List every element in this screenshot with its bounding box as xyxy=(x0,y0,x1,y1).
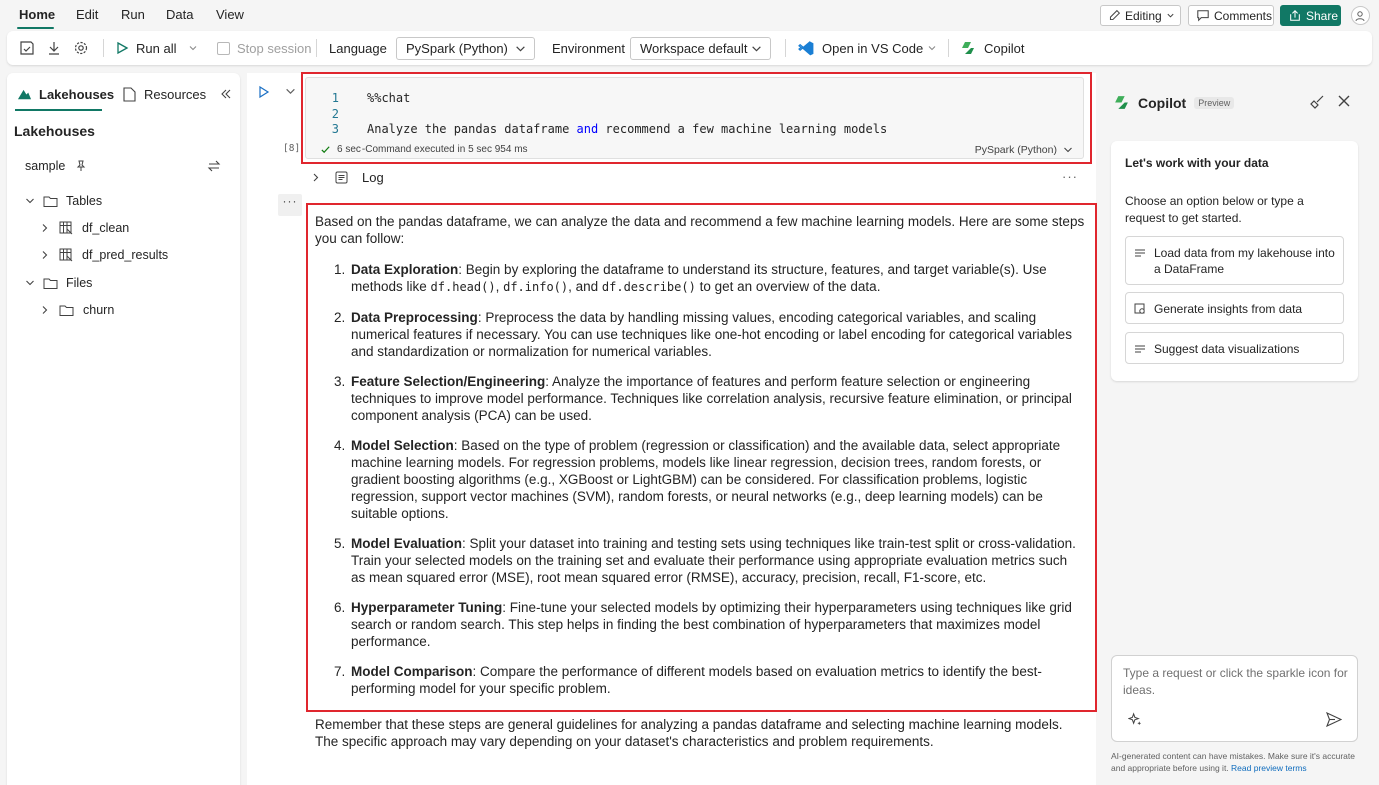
table-icon xyxy=(59,248,73,262)
step-text: : Split your dataset into training and testing sets using techniques like train-test split or cross-validation. Train your selected models on the training set and evaluate their performance using appropriate evaluation metrics such as mean squared error (MSE), root mean squared error (RMSE), accuracy, precision, recall, F1-score, etc. xyxy=(351,536,1076,585)
step-title: Feature Selection/Engineering xyxy=(351,374,546,389)
tab-resources-label: Resources xyxy=(144,87,207,102)
toolbar-divider xyxy=(948,39,949,57)
step-item xyxy=(349,373,1085,424)
chevron-right-icon xyxy=(40,223,50,233)
editing-label: Editing xyxy=(1125,8,1162,23)
notebook-area xyxy=(247,73,1096,785)
code-text: recommend a few machine learning models xyxy=(598,122,888,136)
send-icon[interactable] xyxy=(1326,712,1342,727)
suggestion-label: Suggest data visualizations xyxy=(1154,342,1300,356)
folder-icon xyxy=(43,277,58,289)
inline-code: df.describe() xyxy=(601,280,696,294)
collapse-pane-icon[interactable] xyxy=(220,88,232,100)
chevron-down-icon xyxy=(515,43,526,54)
execution-count: [8] xyxy=(283,143,301,154)
lakehouses-heading: Lakehouses xyxy=(14,123,95,139)
stop-session-button[interactable] xyxy=(217,31,311,65)
log-label: Log xyxy=(362,170,384,185)
step-text: , xyxy=(495,279,504,294)
run-all-chevron-icon[interactable] xyxy=(188,31,198,65)
document-icon xyxy=(123,87,136,102)
cell-language: PySpark (Python) xyxy=(974,144,1057,156)
menu-active-indicator xyxy=(17,27,54,29)
environment-dropdown[interactable] xyxy=(630,37,771,60)
chevron-down-icon xyxy=(1063,145,1073,155)
sparkle-icon[interactable] xyxy=(1128,712,1143,727)
copilot-icon xyxy=(1113,94,1130,111)
suggestion-load-data[interactable] xyxy=(1125,236,1344,285)
menu-run[interactable]: Run xyxy=(121,7,145,22)
inline-code: df.info() xyxy=(503,280,569,294)
lakehouse-name: sample xyxy=(25,159,66,173)
step-item xyxy=(349,663,1085,697)
step-text: : Begin by exploring the dataframe to understand its structure, features, and target variable(s). Use methods like xyxy=(351,262,1047,294)
toolbar-divider xyxy=(316,39,317,57)
lakehouse-explorer xyxy=(7,73,240,785)
switch-arrows-icon[interactable] xyxy=(207,160,221,172)
share-label: Share xyxy=(1306,8,1339,23)
line-number: 1 xyxy=(331,91,339,105)
copilot-header xyxy=(1113,94,1234,111)
play-icon xyxy=(115,41,129,55)
output-intro: Based on the pandas dataframe, we can analyze the data and recommend a few machine learning models. Here are some steps you can follow: xyxy=(315,214,1085,246)
cell-status xyxy=(320,144,528,155)
lines-icon xyxy=(1134,248,1146,258)
code-text: Analyze the pandas dataframe xyxy=(367,122,577,136)
suggestion-visualizations[interactable] xyxy=(1125,332,1344,364)
ai-disclaimer xyxy=(1111,750,1361,774)
notebook-toolbar xyxy=(7,31,1372,65)
step-item xyxy=(349,309,1085,360)
editing-mode-button[interactable] xyxy=(1100,5,1181,26)
folder-name: churn xyxy=(83,303,115,317)
chevron-right-icon xyxy=(40,250,50,260)
menu-bar xyxy=(0,0,1379,30)
vscode-icon xyxy=(798,40,815,57)
download-icon[interactable] xyxy=(46,31,62,65)
toolbar-divider xyxy=(785,39,786,57)
toolbar-divider xyxy=(103,39,104,57)
copilot-label: Copilot xyxy=(984,40,1025,56)
log-toggle[interactable] xyxy=(311,170,384,185)
run-all-label: Run all xyxy=(136,40,177,56)
language-label: Language xyxy=(329,40,387,56)
step-item xyxy=(349,437,1085,522)
step-text: , and xyxy=(568,279,602,294)
step-title: Model Evaluation xyxy=(351,536,463,551)
pin-icon[interactable] xyxy=(75,160,87,172)
output-more-icon[interactable]: ··· xyxy=(278,194,302,216)
step-text: to get an overview of the data. xyxy=(695,279,881,294)
copilot-input[interactable] xyxy=(1111,655,1358,742)
tab-lakehouses-label: Lakehouses xyxy=(39,87,115,102)
cell-language-selector[interactable] xyxy=(975,144,1073,156)
step-text: : Based on the type of problem (regression or classification) and the available data, select appropriate machine learning models. For regression problems, models like linear regression, decision trees, random forests, or gradient boosting algorithms (e.g., XGBoost or LightGBM) can be considered. For classification problems, logistic regression, support vector machines (SVM), random forests, or neural networks (e.g., deep learning models) can be suitable options. xyxy=(351,438,1061,521)
menu-view[interactable]: View xyxy=(216,7,244,22)
open-vscode-label: Open in VS Code xyxy=(822,40,924,56)
card-title: Let's work with your data xyxy=(1125,156,1269,170)
close-icon[interactable] xyxy=(1337,94,1351,108)
lakehouse-icon xyxy=(17,87,32,102)
copilot-icon xyxy=(960,40,976,56)
table-icon xyxy=(59,221,73,235)
line-number: 2 xyxy=(331,107,339,121)
settings-gear-icon[interactable] xyxy=(73,31,89,65)
tree-node-folder[interactable] xyxy=(40,299,114,321)
chat-output xyxy=(315,213,1085,697)
menu-edit[interactable]: Edit xyxy=(76,7,99,22)
save-icon[interactable] xyxy=(19,31,35,65)
code-line-1[interactable]: %%chat xyxy=(367,91,411,105)
run-cell-icon[interactable] xyxy=(258,85,270,99)
inline-code: df.head() xyxy=(430,280,496,294)
copilot-title: Copilot xyxy=(1138,94,1187,111)
environment-label: Environment xyxy=(552,40,625,56)
folder-icon xyxy=(59,304,74,316)
copilot-pane xyxy=(1097,73,1379,785)
insights-icon xyxy=(1134,303,1146,315)
chevron-right-icon xyxy=(40,305,50,315)
active-tab-indicator xyxy=(15,109,102,111)
step-title: Model Selection xyxy=(351,438,454,453)
chevron-down-icon xyxy=(25,196,35,206)
chevron-down-icon xyxy=(1166,11,1175,20)
code-keyword: and xyxy=(576,122,599,136)
step-title: Model Comparison xyxy=(351,664,473,679)
stop-square-icon xyxy=(217,42,230,55)
copilot-button[interactable] xyxy=(960,31,1024,65)
table-name: df_pred_results xyxy=(82,248,169,262)
status-text: -Command executed in 5 sec 954 ms xyxy=(361,144,528,155)
status-time: 6 sec xyxy=(337,144,361,155)
table-name: df_clean xyxy=(82,221,130,235)
step-text: : Preprocess the data by handling missing values, encoding categorical variables, and scaling numerical features if necessary. You can use techniques like one-hot encoding or label encoding for categorical variables and standardization or normalization for numerical variables. xyxy=(351,310,1072,359)
run-all-button[interactable] xyxy=(115,31,176,65)
line-number: 3 xyxy=(331,122,339,136)
tree-node-table[interactable] xyxy=(40,217,129,239)
tree-node-files[interactable] xyxy=(25,272,92,294)
checkmark-icon xyxy=(320,144,331,155)
share-button[interactable] xyxy=(1280,5,1341,26)
card-description: Choose an option below or type a request to get started. xyxy=(1125,194,1304,225)
folder-icon xyxy=(43,195,58,207)
people-icon[interactable] xyxy=(1351,6,1370,25)
share-icon xyxy=(1288,9,1302,22)
step-text: : Analyze the importance of features and perform feature selection or engineering techniques to improve model performance. Techniques like correlation analysis, recursive feature elimination, or principal component analysis (PCA) can be used. xyxy=(351,374,1072,423)
lakehouse-item-sample[interactable] xyxy=(25,155,221,177)
cell-options-chevron-icon[interactable] xyxy=(285,86,296,97)
open-vscode-button[interactable] xyxy=(798,31,923,65)
chevron-down-icon xyxy=(751,43,762,54)
tree-node-tables[interactable] xyxy=(25,190,102,212)
comment-icon xyxy=(1196,9,1210,22)
step-item xyxy=(349,261,1085,296)
language-dropdown[interactable] xyxy=(396,37,535,60)
files-label: Files xyxy=(66,276,93,290)
output-outro: Remember that these steps are general guidelines for analyzing a pandas dataframe and selecting machine learning models. The specific approach may vary depending on your dataset's characteristics and problem requirements. xyxy=(315,717,1063,749)
step-item xyxy=(349,535,1085,586)
step-text: : Compare the performance of different models based on evaluation metrics to identify the best-performing model for your specific problem. xyxy=(351,664,1042,696)
tables-label: Tables xyxy=(66,194,103,208)
suggestion-generate-insights[interactable] xyxy=(1125,292,1344,324)
code-line-3[interactable] xyxy=(367,122,887,136)
menu-data[interactable]: Data xyxy=(166,7,194,22)
preview-terms-link[interactable]: Read preview terms xyxy=(1231,763,1307,773)
steps-list xyxy=(315,261,1085,697)
disclaimer-text: AI-generated content can have mistakes. Make sure it's accurate and appropriate before using it. xyxy=(1111,751,1355,773)
lines-icon xyxy=(1134,344,1146,354)
tree-node-table[interactable] xyxy=(40,244,168,266)
menu-home[interactable]: Home xyxy=(19,7,56,22)
suggestion-label: Load data from my lakehouse into a DataFrame xyxy=(1154,246,1335,276)
step-item xyxy=(349,599,1085,650)
clear-chat-broom-icon[interactable] xyxy=(1309,94,1325,110)
environment-value: Workspace default xyxy=(640,41,748,56)
vscode-chevron-icon[interactable] xyxy=(927,31,937,65)
comments-button[interactable] xyxy=(1188,5,1274,26)
chevron-right-icon xyxy=(311,172,321,183)
comments-label: Comments xyxy=(1214,8,1273,23)
input-placeholder: Type a request or click the sparkle icon for ideas. xyxy=(1123,666,1348,697)
pencil-icon xyxy=(1108,9,1121,22)
step-title: Data Exploration xyxy=(351,262,459,277)
suggestion-label: Generate insights from data xyxy=(1154,302,1303,316)
language-value: PySpark (Python) xyxy=(406,41,508,56)
log-icon xyxy=(335,171,348,184)
code-cell[interactable] xyxy=(305,77,1084,159)
preview-badge: Preview xyxy=(1194,97,1234,109)
step-title: Hyperparameter Tuning xyxy=(351,600,503,615)
tab-lakehouses[interactable] xyxy=(17,87,114,102)
step-title: Data Preprocessing xyxy=(351,310,478,325)
chevron-down-icon xyxy=(25,278,35,288)
stop-session-label: Stop session xyxy=(237,40,312,56)
step-text: : Fine-tune your selected models by optimizing their hyperparameters using techniques like grid search or random search. This step helps in finding the best combination of hyperparameters that maximizes model performance. xyxy=(351,600,1072,649)
more-options-icon[interactable]: ··· xyxy=(1062,169,1078,184)
tab-resources[interactable] xyxy=(123,87,206,102)
